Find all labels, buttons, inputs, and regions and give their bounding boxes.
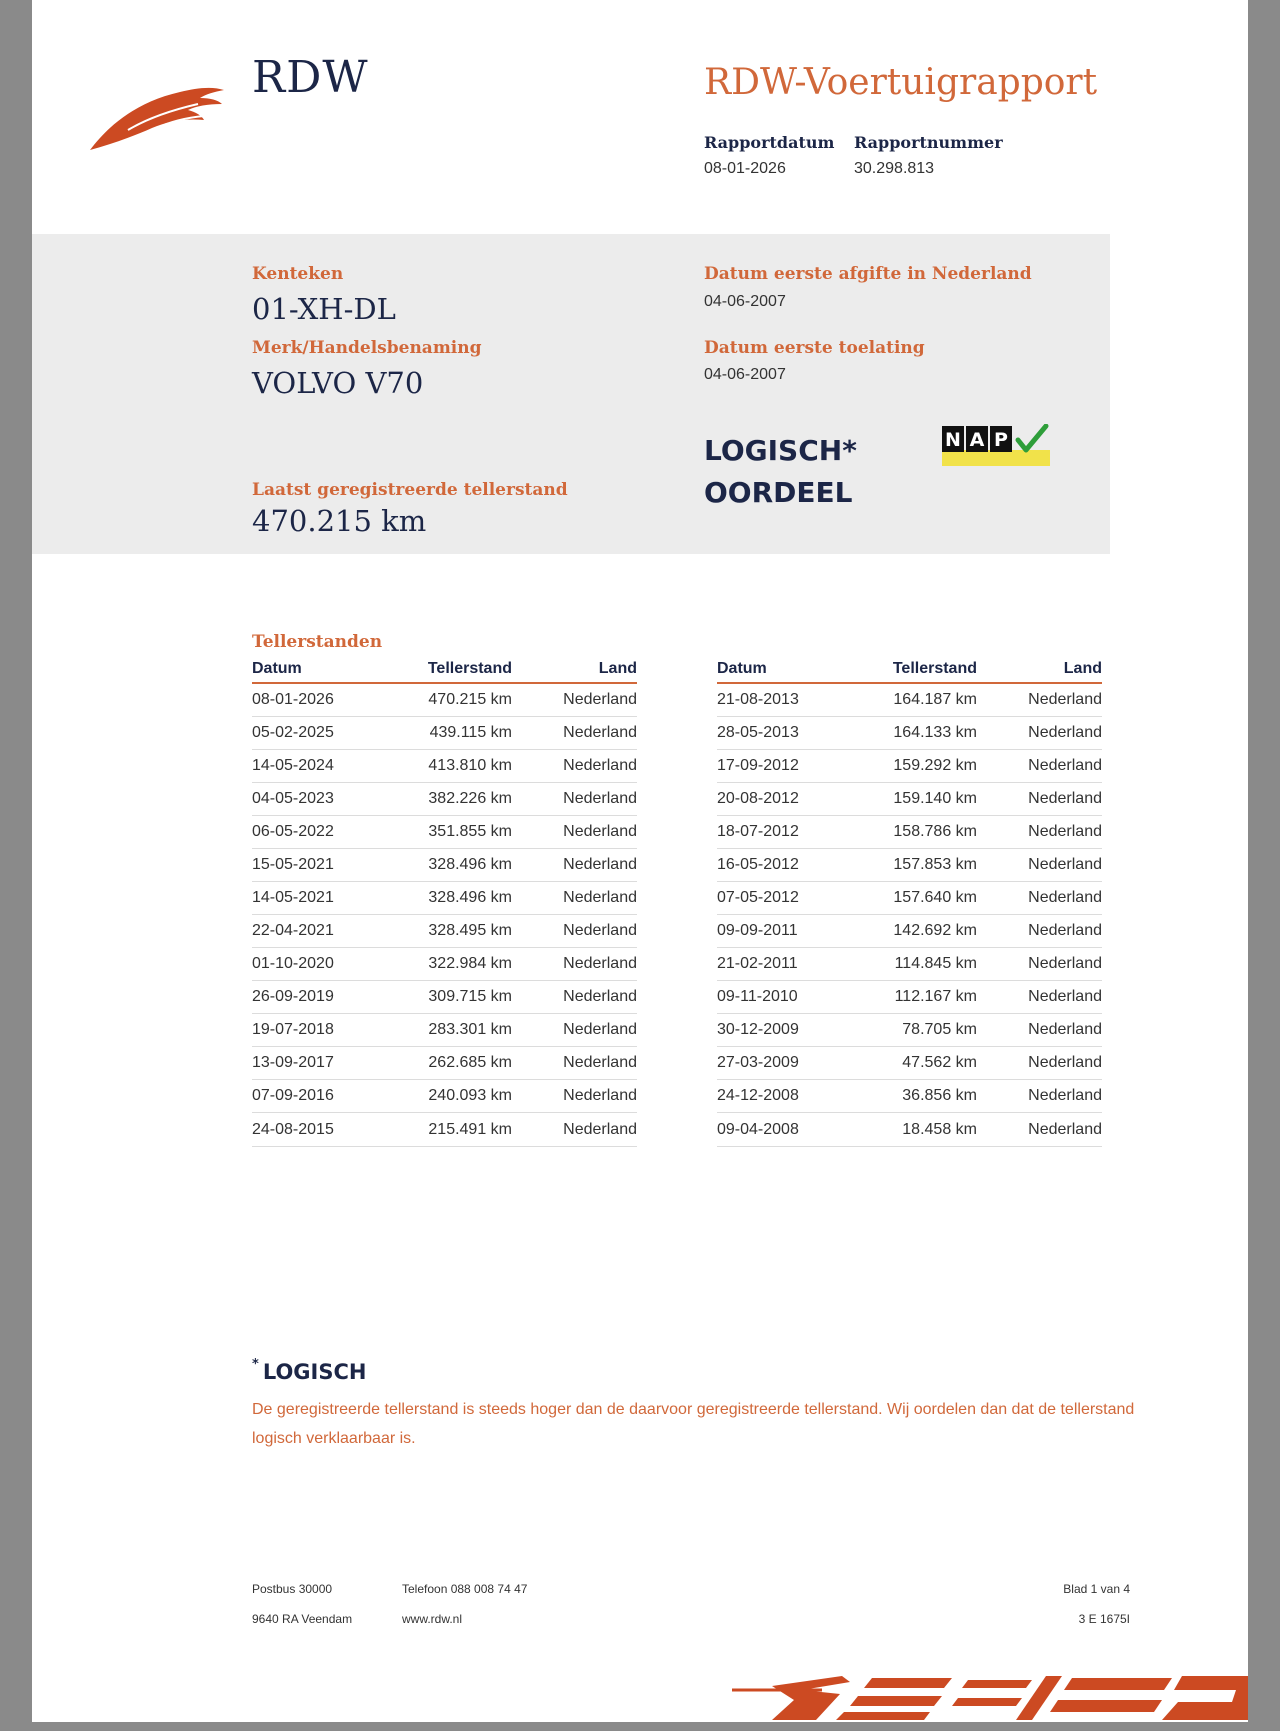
table-header-row	[717, 658, 1102, 683]
cell-land: Nederland	[512, 882, 637, 915]
table-header-row	[252, 658, 637, 683]
cell-km: 159.140 km	[867, 783, 977, 816]
cell-date: 21-08-2013	[717, 683, 867, 717]
cell-date: 15-05-2021	[252, 849, 402, 882]
cell-km: 262.685 km	[402, 1047, 512, 1080]
cell-km: 157.853 km	[867, 849, 977, 882]
footer-website[interactable]: www.rdw.nl	[402, 1612, 463, 1626]
cell-land: Nederland	[977, 882, 1102, 915]
cell-land: Nederland	[977, 816, 1102, 849]
cell-land: Nederland	[512, 1080, 637, 1113]
odometer-rows-right	[717, 683, 1102, 1147]
make-label: Merk/Handelsbenaming	[252, 338, 482, 358]
cell-land: Nederland	[977, 948, 1102, 981]
table-row	[252, 717, 637, 750]
report-number-block	[854, 133, 1003, 178]
cell-km: 322.984 km	[402, 948, 512, 981]
report-date-value: 08-01-2026	[704, 160, 786, 177]
col-land-header: Land	[512, 658, 637, 683]
cell-date: 09-11-2010	[717, 981, 867, 1014]
cell-land: Nederland	[977, 1014, 1102, 1047]
cell-land: Nederland	[977, 981, 1102, 1014]
table-row	[252, 1047, 637, 1080]
odometer-verdict	[704, 430, 857, 514]
cell-land: Nederland	[512, 849, 637, 882]
table-row	[717, 882, 1102, 915]
cell-date: 18-07-2012	[717, 816, 867, 849]
table-row	[252, 816, 637, 849]
table-row	[717, 915, 1102, 948]
cell-km: 382.226 km	[402, 783, 512, 816]
license-plate-value: 01-XH-DL	[252, 292, 396, 326]
cell-km: 328.496 km	[402, 882, 512, 915]
cell-date: 07-05-2012	[717, 882, 867, 915]
cell-km: 158.786 km	[867, 816, 977, 849]
note-title-text: LOGISCH	[262, 1360, 367, 1384]
report-number-value: 30.298.813	[854, 160, 935, 177]
cell-land: Nederland	[977, 1080, 1102, 1113]
first-issue-value: 04-06-2007	[704, 293, 786, 310]
odometer-section-title: Tellerstanden	[252, 632, 383, 652]
cell-land: Nederland	[512, 783, 637, 816]
nap-letter-n: N	[945, 429, 961, 451]
first-admission-label: Datum eerste toelating	[704, 338, 925, 358]
table-row	[252, 1080, 637, 1113]
report-number-label: Rapportnummer	[854, 133, 1003, 152]
cell-km: 240.093 km	[402, 1080, 512, 1113]
table-row	[252, 915, 637, 948]
cell-km: 142.692 km	[867, 915, 977, 948]
rdw-logo-icon	[88, 78, 228, 154]
cell-date: 04-05-2023	[252, 783, 402, 816]
make-value: VOLVO V70	[252, 366, 424, 400]
table-row	[717, 1080, 1102, 1113]
odometer-rows-left	[252, 683, 637, 1147]
cell-date: 27-03-2009	[717, 1047, 867, 1080]
cell-date: 13-09-2017	[252, 1047, 402, 1080]
footer-code: 3 E 1675I	[1078, 1612, 1130, 1626]
table-row	[252, 882, 637, 915]
cell-date: 05-02-2025	[252, 717, 402, 750]
col-date-header: Datum	[252, 658, 402, 683]
footer-address: 9640 RA Veendam	[252, 1612, 353, 1626]
note-text: De geregistreerde tellerstand is steeds hoger dan de daarvoor geregistreerde tellerstand. Wij oordelen dan dat de tellerstand logisch verklaarbaar is.	[252, 1401, 1135, 1447]
cell-land: Nederland	[512, 981, 637, 1014]
report-page	[32, 0, 1248, 1722]
cell-date: 14-05-2024	[252, 750, 402, 783]
cell-date: 21-02-2011	[717, 948, 867, 981]
brand-name: RDW	[252, 52, 369, 103]
report-date-label: Rapportdatum	[704, 133, 835, 152]
table-row	[252, 750, 637, 783]
col-km-header: Tellerstand	[867, 658, 977, 683]
cell-km: 112.167 km	[867, 981, 977, 1014]
footer-page-number: Blad 1 van 4	[1063, 1582, 1130, 1596]
cell-date: 22-04-2021	[252, 915, 402, 948]
table-row	[252, 783, 637, 816]
footer-telefoon: Telefoon 088 008 74 47	[402, 1582, 528, 1596]
cell-date: 26-09-2019	[252, 981, 402, 1014]
cell-km: 114.845 km	[867, 948, 977, 981]
cell-km: 18.458 km	[867, 1113, 977, 1147]
first-admission-value: 04-06-2007	[704, 366, 786, 383]
cell-km: 164.187 km	[867, 683, 977, 717]
odometer-table-left	[252, 658, 637, 1147]
cell-km: 47.562 km	[867, 1047, 977, 1080]
table-row	[717, 981, 1102, 1014]
cell-km: 215.491 km	[402, 1113, 512, 1147]
cell-date: 17-09-2012	[717, 750, 867, 783]
cell-land: Nederland	[977, 750, 1102, 783]
cell-date: 01-10-2020	[252, 948, 402, 981]
table-row	[717, 750, 1102, 783]
cell-land: Nederland	[977, 683, 1102, 717]
last-odometer-value: 470.215 km	[252, 504, 427, 538]
cell-date: 20-08-2012	[717, 783, 867, 816]
footer-stripes-graphic	[732, 1672, 1248, 1722]
cell-km: 36.856 km	[867, 1080, 977, 1113]
table-row	[717, 1047, 1102, 1080]
table-row	[252, 948, 637, 981]
table-row	[252, 849, 637, 882]
footer-postbus: Postbus 30000	[252, 1582, 333, 1596]
license-plate-label: Kenteken	[252, 264, 344, 284]
cell-date: 24-08-2015	[252, 1113, 402, 1147]
cell-km: 78.705 km	[867, 1014, 977, 1047]
cell-km: 283.301 km	[402, 1014, 512, 1047]
cell-land: Nederland	[512, 1113, 637, 1147]
cell-date: 30-12-2009	[717, 1014, 867, 1047]
cell-land: Nederland	[512, 948, 637, 981]
table-row	[717, 717, 1102, 750]
cell-km: 328.495 km	[402, 915, 512, 948]
table-row	[252, 1113, 637, 1147]
cell-land: Nederland	[512, 915, 637, 948]
col-land-header: Land	[977, 658, 1102, 683]
cell-land: Nederland	[512, 717, 637, 750]
cell-km: 413.810 km	[402, 750, 512, 783]
table-row	[717, 849, 1102, 882]
last-odometer-label: Laatst geregistreerde tellerstand	[252, 480, 568, 500]
cell-land: Nederland	[512, 750, 637, 783]
first-issue-label: Datum eerste afgifte in Nederland	[704, 264, 1032, 284]
cell-km: 328.496 km	[402, 849, 512, 882]
note-marker: *	[252, 1357, 259, 1372]
report-date-block	[704, 133, 834, 178]
cell-land: Nederland	[512, 816, 637, 849]
table-row	[717, 816, 1102, 849]
cell-date: 06-05-2022	[252, 816, 402, 849]
document-title: RDW-Voertuigrapport	[704, 62, 1098, 103]
table-row	[252, 1014, 637, 1047]
cell-land: Nederland	[977, 1113, 1102, 1147]
table-row	[717, 783, 1102, 816]
cell-km: 159.292 km	[867, 750, 977, 783]
checkmark-icon	[1018, 426, 1046, 450]
cell-date: 28-05-2013	[717, 717, 867, 750]
cell-km: 309.715 km	[402, 981, 512, 1014]
cell-km: 157.640 km	[867, 882, 977, 915]
cell-land: Nederland	[512, 683, 637, 717]
cell-land: Nederland	[977, 717, 1102, 750]
verdict-line-1: LOGISCH*	[704, 434, 857, 467]
cell-date: 09-04-2008	[717, 1113, 867, 1147]
note-title	[252, 1357, 367, 1384]
cell-date: 07-09-2016	[252, 1080, 402, 1113]
verdict-line-2: OORDEEL	[704, 476, 853, 509]
cell-km: 439.115 km	[402, 717, 512, 750]
cell-date: 24-12-2008	[717, 1080, 867, 1113]
cell-land: Nederland	[512, 1047, 637, 1080]
cell-land: Nederland	[977, 783, 1102, 816]
cell-date: 16-05-2012	[717, 849, 867, 882]
table-row	[252, 683, 637, 717]
col-km-header: Tellerstand	[402, 658, 512, 683]
table-row	[717, 683, 1102, 717]
cell-km: 470.215 km	[402, 683, 512, 717]
cell-date: 08-01-2026	[252, 683, 402, 717]
cell-date: 19-07-2018	[252, 1014, 402, 1047]
nap-letter-p: P	[994, 429, 1008, 451]
nap-badge-icon	[942, 424, 1052, 468]
cell-km: 164.133 km	[867, 717, 977, 750]
table-row	[717, 1113, 1102, 1147]
cell-land: Nederland	[977, 849, 1102, 882]
col-date-header: Datum	[717, 658, 867, 683]
table-row	[717, 948, 1102, 981]
cell-date: 09-09-2011	[717, 915, 867, 948]
cell-land: Nederland	[977, 1047, 1102, 1080]
table-row	[717, 1014, 1102, 1047]
cell-land: Nederland	[512, 1014, 637, 1047]
table-row	[252, 981, 637, 1014]
cell-km: 351.855 km	[402, 816, 512, 849]
nap-letter-a: A	[969, 429, 985, 451]
odometer-table-right	[717, 658, 1102, 1147]
cell-land: Nederland	[977, 915, 1102, 948]
cell-date: 14-05-2021	[252, 882, 402, 915]
